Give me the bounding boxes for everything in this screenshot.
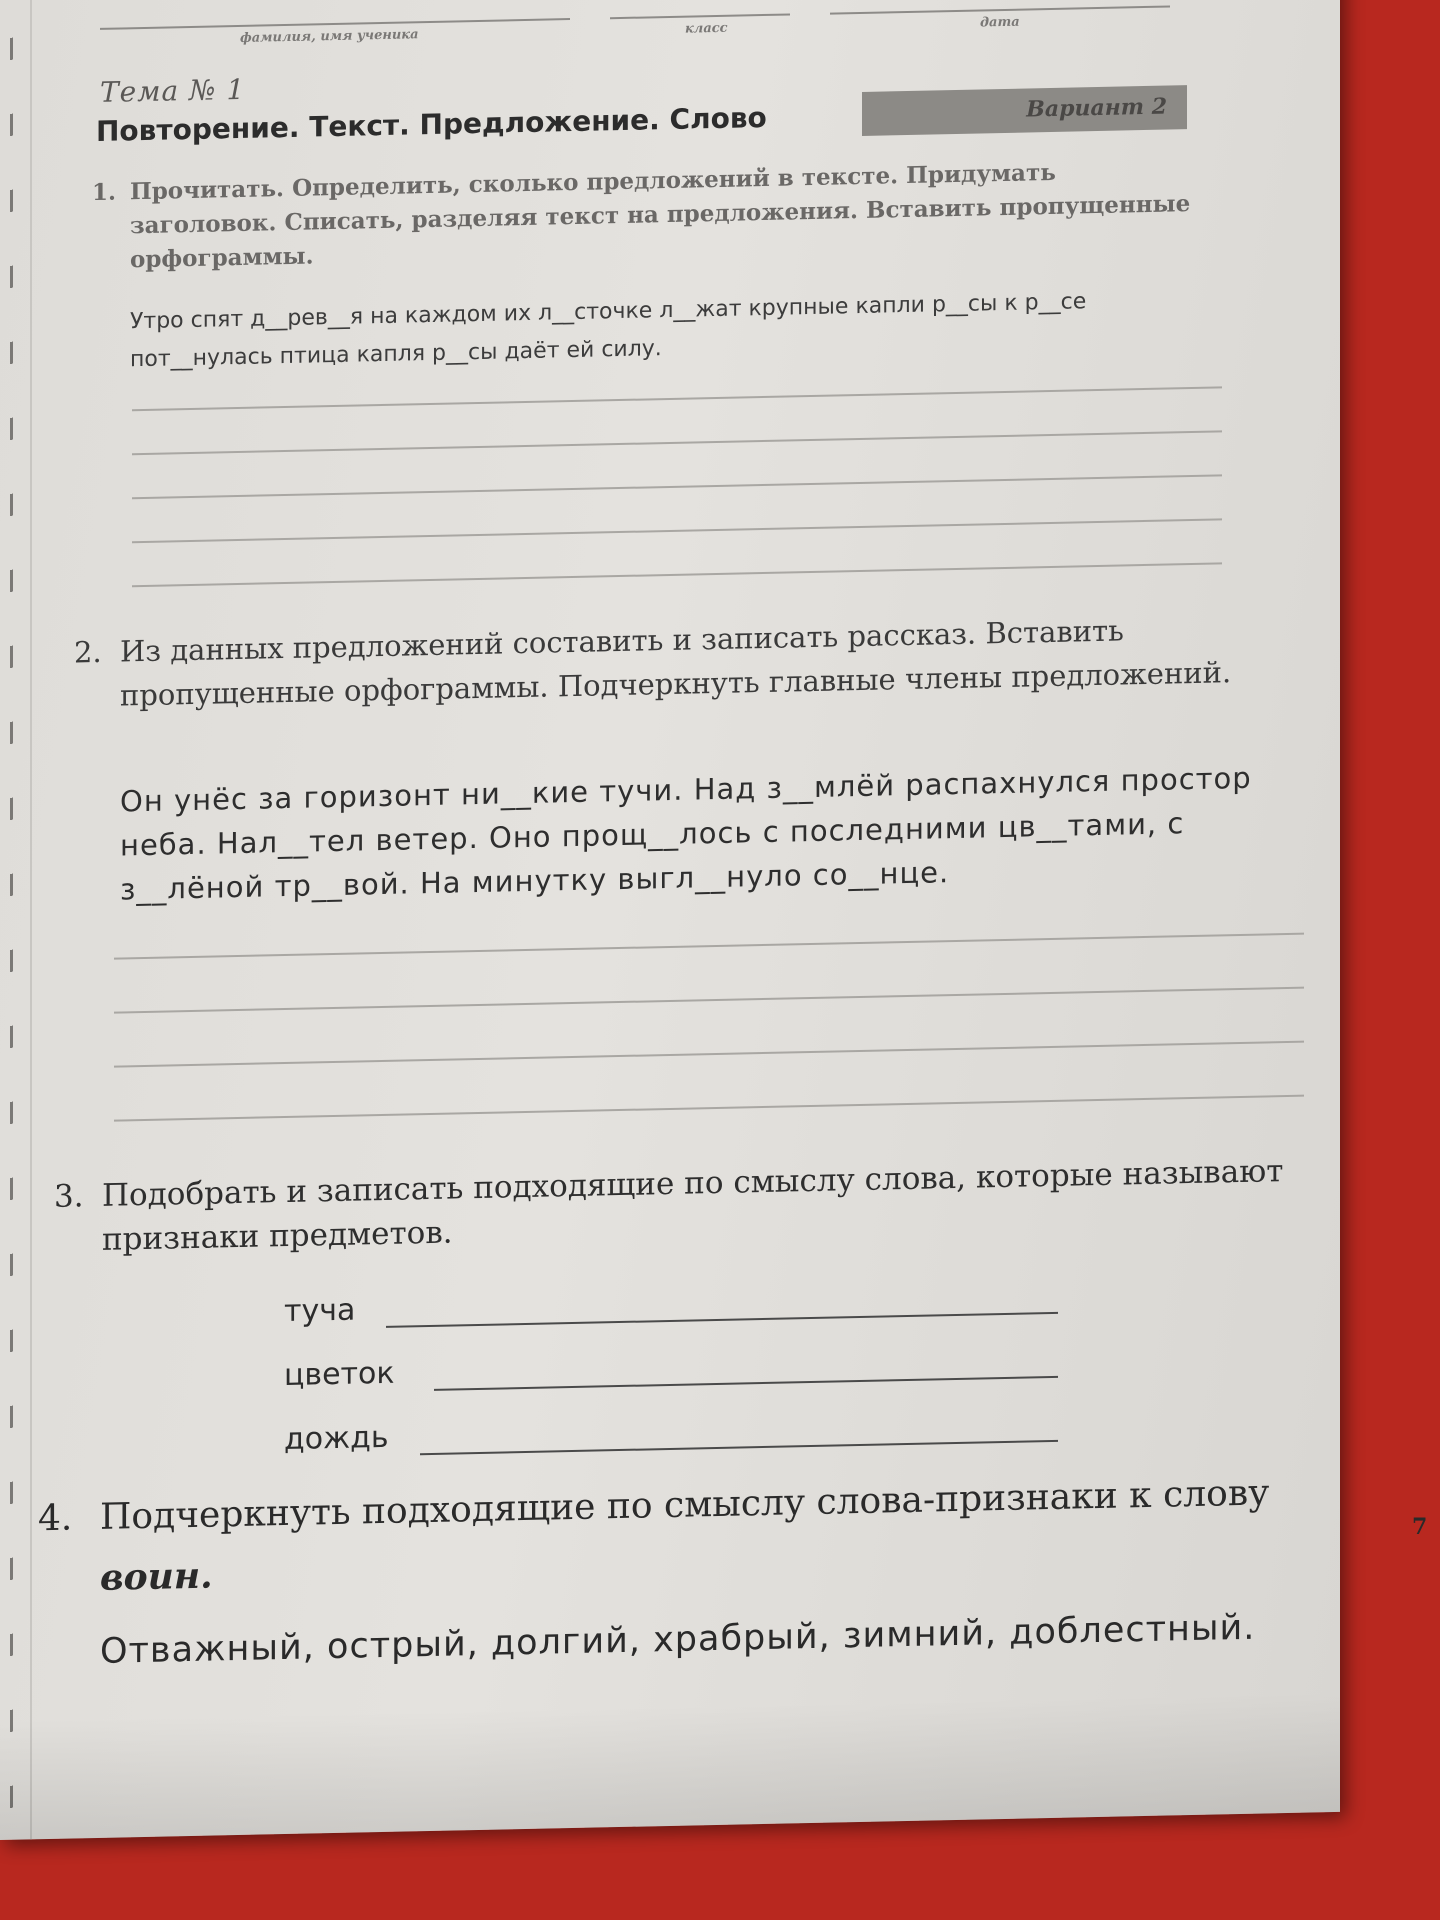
- task-2-number: 2.: [74, 634, 102, 670]
- variant-label: Вариант 2: [1026, 93, 1167, 123]
- task-4-options[interactable]: Отважный, острый, долгий, храбрый, зимний, доблестный.: [100, 1607, 1256, 1672]
- task-4-instruction-text: Подчеркнуть подходящие по смыслу слова-признаки к слову: [100, 1472, 1270, 1538]
- task-1-number: 1.: [92, 178, 117, 207]
- page-title: Повторение. Текст. Предложение. Слово: [96, 100, 767, 148]
- answer-line[interactable]: [114, 1095, 1304, 1122]
- word-tucha: туча: [284, 1292, 356, 1330]
- task-3-number: 3.: [54, 1178, 84, 1215]
- task-2-text: Он унёс за горизонт ни__кие тучи. Над з__млёй распахнулся простор неба. Нал__тел ветер. Оно прощ__лось с последними цв__тами, с з__лёной тр__вой. На минутку выгл__нуло со__нце.: [120, 760, 1252, 907]
- task-1-instruction: Прочитать. Определить, сколько предложений в тексте. Придумать заголовок. Списать, разделяя текст на предложения. Вставить пропущенные орфограммы.: [130, 158, 1191, 274]
- answer-line[interactable]: [132, 474, 1222, 499]
- answer-line-dozhd[interactable]: [420, 1440, 1058, 1455]
- word-tsvetok: цветок: [284, 1355, 395, 1394]
- header-fields: [100, 0, 1170, 60]
- task-2-instruction: Из данных предложений составить и записать рассказ. Вставить пропущенные орфограммы. Подчеркнуть главные члены предложений.: [120, 613, 1232, 713]
- page-number: 7: [1412, 1514, 1428, 1540]
- task-4-keyword: воин.: [100, 1554, 213, 1599]
- task-1-text: Утро спят д__рев__я на каждом их л__сточке л__жат крупные капли р__сы к р__се пот__нулась птица капля р__сы даёт ей силу.: [130, 289, 1087, 373]
- date-line[interactable]: [830, 5, 1170, 14]
- class-label: класс: [685, 20, 728, 37]
- task-3: [54, 1148, 1314, 1258]
- answer-line-tsvetok[interactable]: [434, 1376, 1058, 1391]
- answer-line-tucha[interactable]: [386, 1312, 1058, 1328]
- answer-line[interactable]: [114, 933, 1304, 960]
- student-name-label: фамилия, имя ученика: [240, 27, 419, 46]
- answer-line[interactable]: [114, 1041, 1304, 1068]
- answer-line[interactable]: [114, 987, 1304, 1014]
- task-4: [38, 1462, 1328, 1672]
- variant-badge: [862, 85, 1187, 136]
- task-2: [74, 605, 1284, 907]
- task-4-instruction: [100, 1462, 1330, 1609]
- task-3-instruction: Подобрать и записать подходящие по смыслу слова, которые называют признаки предметов.: [102, 1153, 1284, 1258]
- answer-line[interactable]: [132, 518, 1222, 543]
- answer-line[interactable]: [132, 562, 1222, 587]
- answer-line[interactable]: [132, 386, 1222, 411]
- topic-number: Тема № 1: [100, 72, 246, 109]
- class-line[interactable]: [610, 13, 790, 19]
- task-1: [92, 153, 1202, 373]
- date-label: дата: [980, 14, 1020, 31]
- task-4-number: 4.: [38, 1497, 73, 1540]
- answer-line[interactable]: [132, 430, 1222, 455]
- word-dozhd: дождь: [284, 1419, 389, 1458]
